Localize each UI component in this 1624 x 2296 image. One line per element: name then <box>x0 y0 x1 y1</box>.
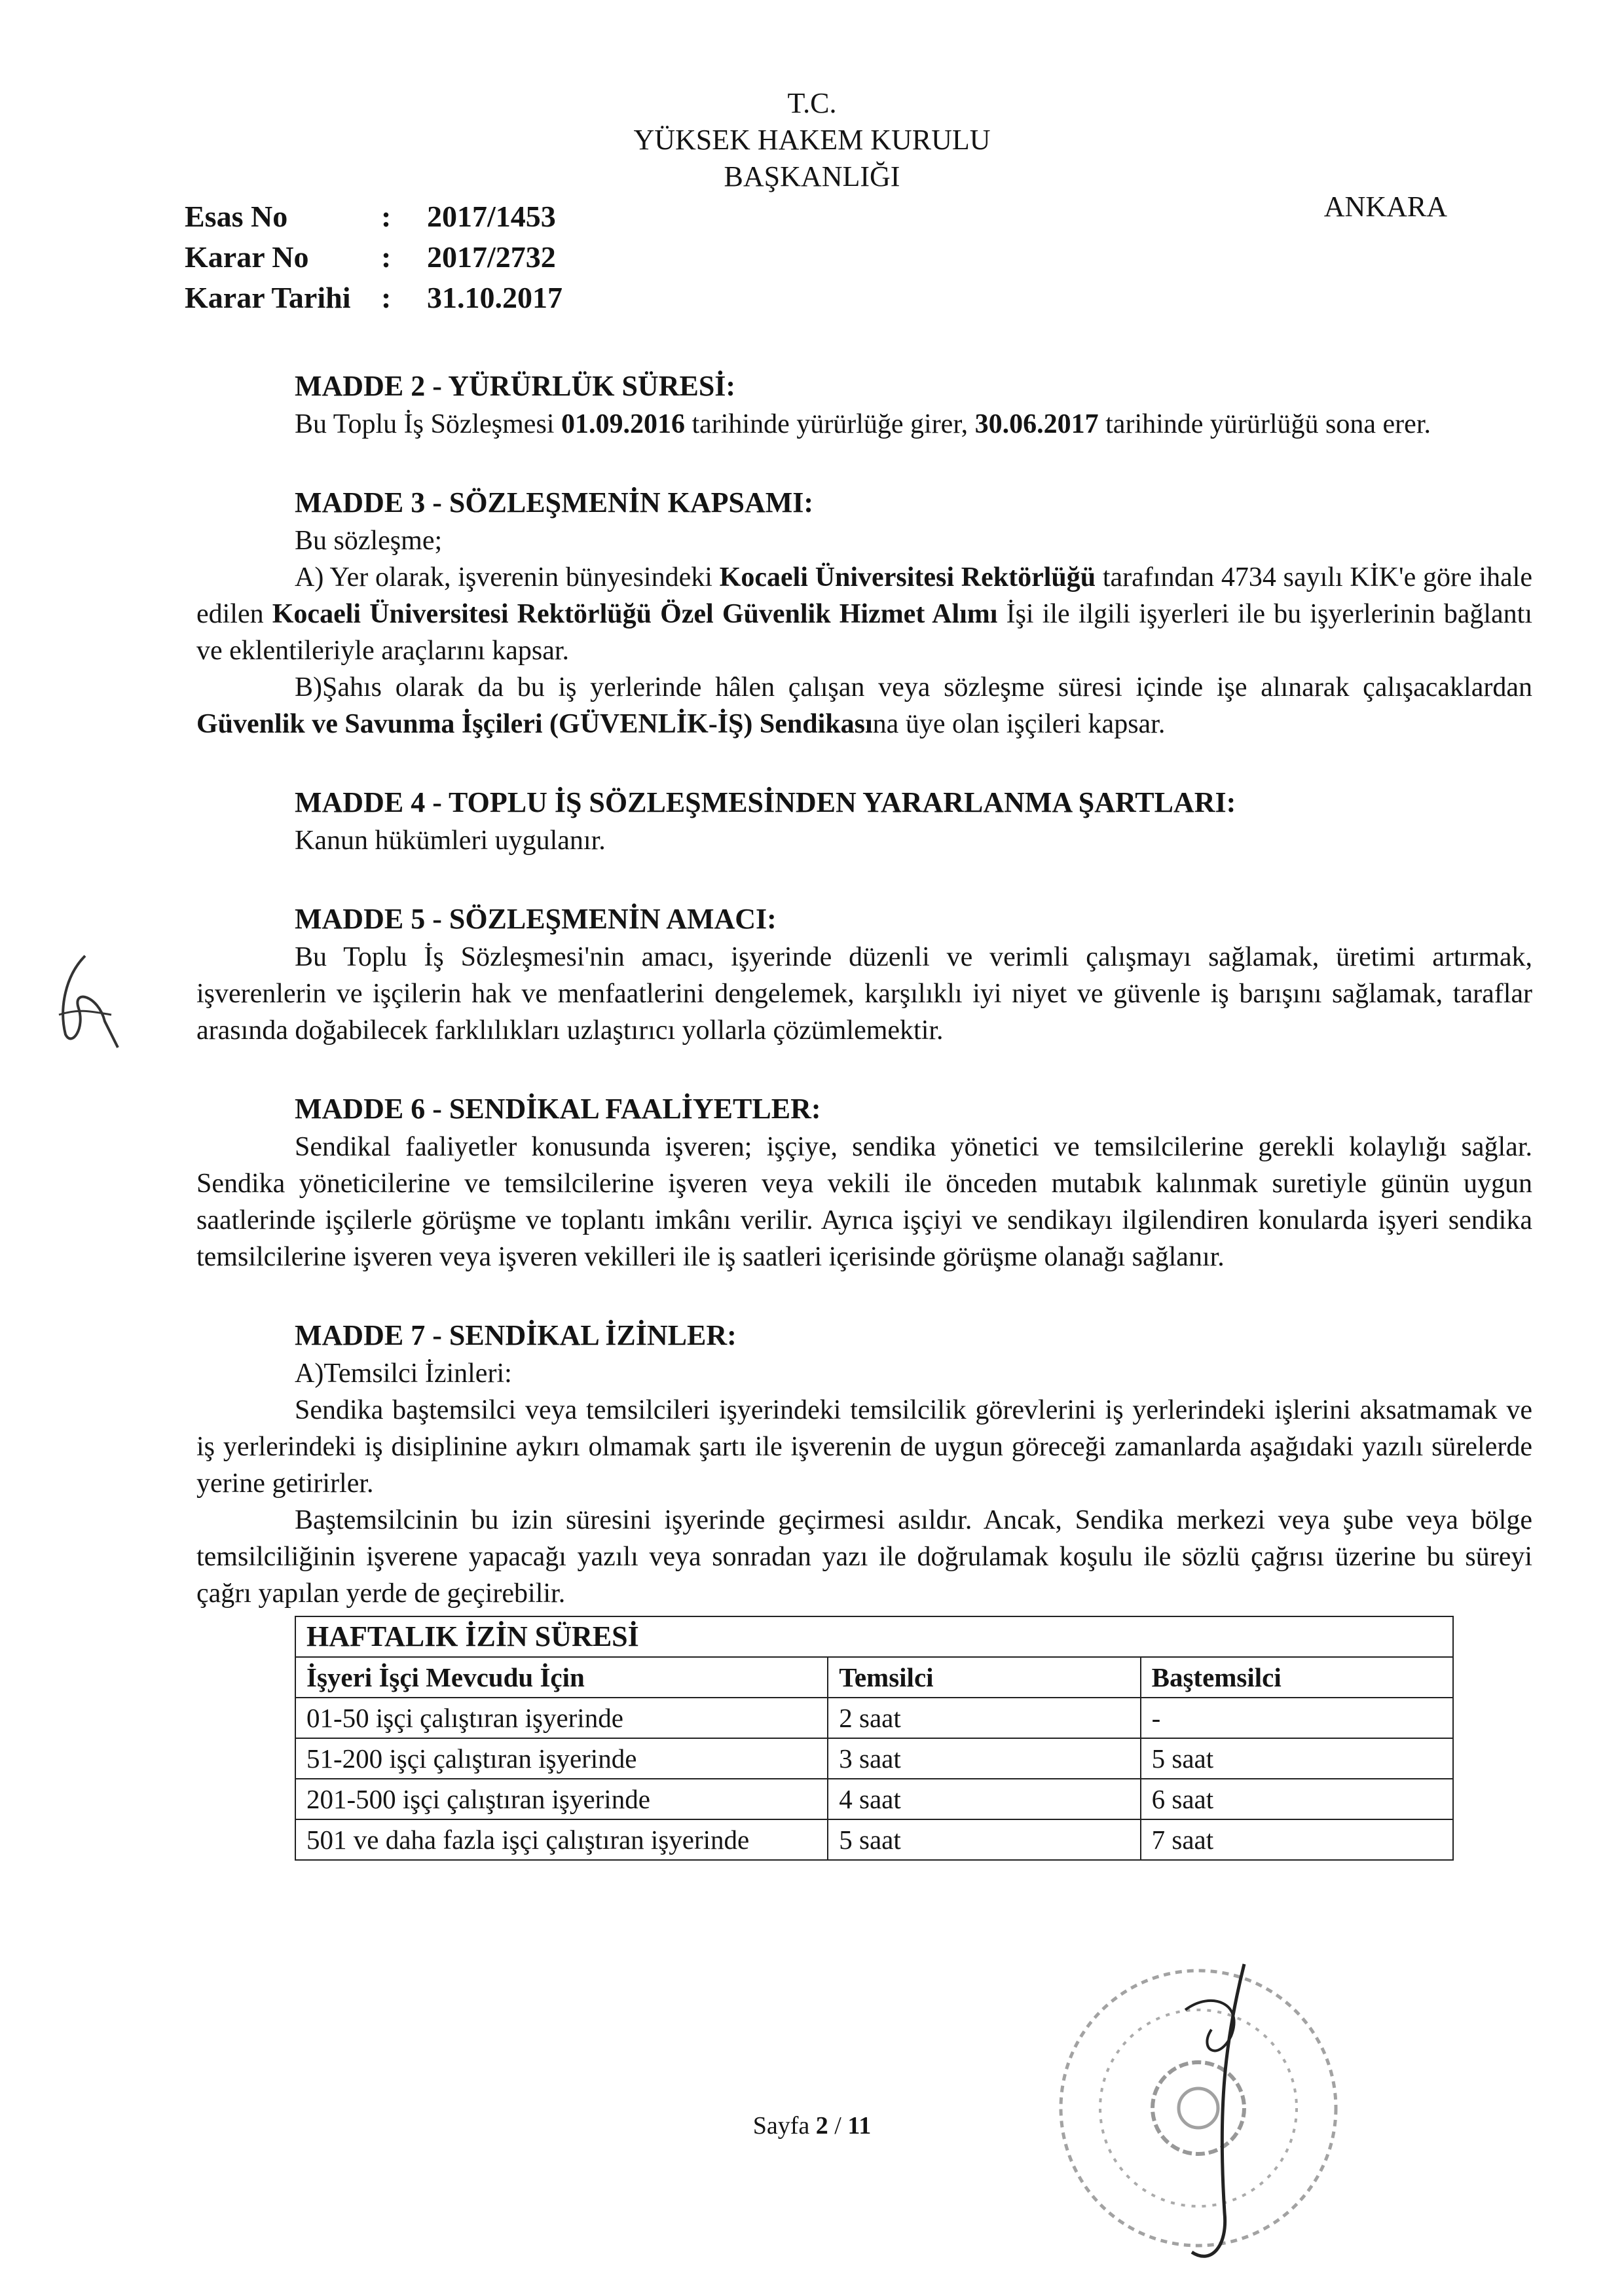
meta-row: Esas No : 2017/1453 <box>185 196 563 237</box>
table-header: İşyeri İşçi Mevcudu İçin <box>295 1657 828 1698</box>
text-span: na üye olan işçileri kapsar. <box>872 709 1166 739</box>
article-title: MADDE 4 - TOPLU İŞ SÖZLEŞMESİNDEN YARARLANMA ŞARTLARI: <box>295 786 1236 818</box>
article-title: MADDE 6 - SENDİKAL FAALİYETLER: <box>295 1093 821 1125</box>
table-cell: 2 saat <box>828 1698 1140 1738</box>
table-caption: HAFTALIK İZİN SÜRESİ <box>295 1616 1453 1657</box>
table-cell: 7 saat <box>1141 1819 1453 1860</box>
article-7 <box>196 1316 1532 1861</box>
article-title: MADDE 3 - SÖZLEŞMENİN KAPSAMI: <box>295 486 814 519</box>
table-cell: 501 ve daha fazla işçi çalıştıran işyerinde <box>295 1819 828 1860</box>
text-span: A) Yer olarak, işverenin bünyesindeki <box>295 562 720 592</box>
table-cell: 01-50 işçi çalıştıran işyerinde <box>295 1698 828 1738</box>
table-caption-row <box>295 1616 1453 1657</box>
table-header: Temsilci <box>828 1657 1140 1698</box>
article-text: Sendikal faaliyetler konusunda işveren; işçiye, sendika yönetici ve temsilcilerine gerekli kolaylığı sağlar. Sendika yöneticilerine ve temsilcilerine işveren veya vekili ile önceden mutabık kalınmak suretiyle günün uygun saatlerinde işçilerle görüşme ve toplantı imkânı verilir. Ayrıca işçiyi ve sendikayı ilgilendiren konularda işyeri sendika temsilcilerine işveren veya işveren vekilleri ile iş saatleri içerisinde görüşme olanağı sağlanır. <box>196 1132 1532 1272</box>
header-tc: T.C. <box>787 87 837 119</box>
article-2 <box>196 367 1532 443</box>
page-total: 11 <box>847 2112 872 2140</box>
table-header-row <box>295 1657 1453 1698</box>
meta-label: Karar No <box>185 240 309 274</box>
text-span: İşi ile ilgili işyerleri ile bu işyerlerinin bağlantı ve eklentileriyle araçlarını kapsar. <box>196 599 1532 666</box>
table-row <box>295 1819 1453 1860</box>
page-label: Sayfa <box>752 2112 816 2140</box>
weekly-leave-table <box>295 1616 1454 1861</box>
article-clause-b <box>196 669 1532 742</box>
table-header: Baştemsilci <box>1141 1657 1453 1698</box>
table-cell: 4 saat <box>828 1779 1140 1819</box>
header-title-block <box>0 85 1624 195</box>
meta-value: 2017/1453 <box>427 200 556 233</box>
article-text <box>196 406 1532 443</box>
meta-label: Esas No <box>185 200 288 233</box>
table-cell: 5 saat <box>828 1819 1140 1860</box>
table-row <box>295 1779 1453 1819</box>
table-cell: 51-200 işçi çalıştıran işyerinde <box>295 1738 828 1779</box>
page-current: 2 <box>815 2112 828 2140</box>
bold-span: Kocaeli Üniversitesi Rektörlüğü <box>719 562 1096 592</box>
article-subtitle: A)Temsilci İzinleri: <box>295 1358 512 1389</box>
article-title: MADDE 2 - YÜRÜRLÜK SÜRESİ: <box>295 370 736 402</box>
text-span: B)Şahıs olarak da bu iş yerlerinde hâlen çalışan veya sözleşme süresi içinde işe alınarak çalışacaklardan <box>295 672 1532 702</box>
handwritten-initials-icon <box>39 949 124 1054</box>
bold-span: Güvenlik ve Savunma İşçileri (GÜVENLİK-İŞ) Sendikası <box>196 709 873 739</box>
article-title: MADDE 5 - SÖZLEŞMENİN AMACI: <box>295 903 777 935</box>
article-text: Baştemsilcinin bu izin süresini işyerinde geçirmesi asıldır. Ancak, Sendika merkezi veya şube veya bölge temsilciliğinin işverene yapacağı yazılı veya sonradan yazı ile doğrulamak koşulu ile sözlü çağrısı üzerine bu süreyi çağrı yapılan yerde de geçirebilir. <box>196 1505 1532 1609</box>
table-cell: 201-500 işçi çalıştıran işyerinde <box>295 1779 828 1819</box>
text-span: tarafından 4734 sayılı KİK'e göre ihale edilen <box>196 562 1532 629</box>
article-title: MADDE 7 - SENDİKAL İZİNLER: <box>295 1319 737 1351</box>
article-3 <box>196 483 1532 742</box>
meta-row: Karar Tarihi : 31.10.2017 <box>185 278 563 318</box>
end-date: 30.06.2017 <box>974 409 1099 439</box>
text-span: tarihinde yürürlüğü sona erer. <box>1098 409 1431 439</box>
page-separator: / <box>828 2112 848 2140</box>
article-clause-a <box>196 559 1532 669</box>
header-institution: YÜKSEK HAKEM KURULU <box>633 124 991 156</box>
article-5 <box>196 900 1532 1049</box>
table-cell: 6 saat <box>1141 1779 1453 1819</box>
table-row <box>295 1698 1453 1738</box>
document-body <box>196 367 1532 1861</box>
article-text: Bu Toplu İş Sözleşmesi'nin amacı, işyerinde düzenli ve verimli çalışmayı sağlamak, üretimi artırmak, işverenlerin ve işçilerin hak ve menfaatlerini dengelemek, karşılıklı iyi niyet ve güvenle iş barışını sağlamak, taraflar arasında doğabilecek farklılıkları uzlaştırıcı yollarla çözümlemektir. <box>196 942 1532 1046</box>
meta-row: Karar No : 2017/2732 <box>185 237 563 278</box>
start-date: 01.09.2016 <box>561 409 685 439</box>
case-meta <box>185 196 563 318</box>
article-6 <box>196 1089 1532 1275</box>
table-cell: - <box>1141 1698 1453 1738</box>
table-row <box>295 1738 1453 1779</box>
bold-span: Kocaeli Üniversitesi Rektörlüğü Özel Güvenlik Hizmet Alımı <box>272 599 998 629</box>
header-city: ANKARA <box>1323 191 1447 223</box>
text-span: tarihinde yürürlüğe girer, <box>684 409 975 439</box>
table-cell: 5 saat <box>1141 1738 1453 1779</box>
meta-value: 31.10.2017 <box>427 281 563 314</box>
article-intro: Bu sözleşme; <box>295 526 443 556</box>
article-text: Kanun hükümleri uygulanır. <box>295 826 606 856</box>
meta-value: 2017/2732 <box>427 240 556 274</box>
header-presidency: BAŞKANLIĞI <box>724 160 900 192</box>
article-4 <box>196 783 1532 859</box>
official-seal-icon <box>1028 1938 1369 2278</box>
meta-label: Karar Tarihi <box>185 281 351 314</box>
text-span: Bu Toplu İş Sözleşmesi <box>295 409 561 439</box>
article-text: Sendika baştemsilci veya temsilcileri işyerindeki temsilcilik görevlerini iş yerlerindeki işlerini aksatmamak ve iş yerlerindeki iş disiplinine aykırı olmamak şartı ile işverenin de uygun göreceği zamanlarda aşağıdaki yazılı sürelerde yerine getirirler. <box>196 1395 1532 1499</box>
table-cell: 3 saat <box>828 1738 1140 1779</box>
page-number <box>0 2111 1624 2140</box>
